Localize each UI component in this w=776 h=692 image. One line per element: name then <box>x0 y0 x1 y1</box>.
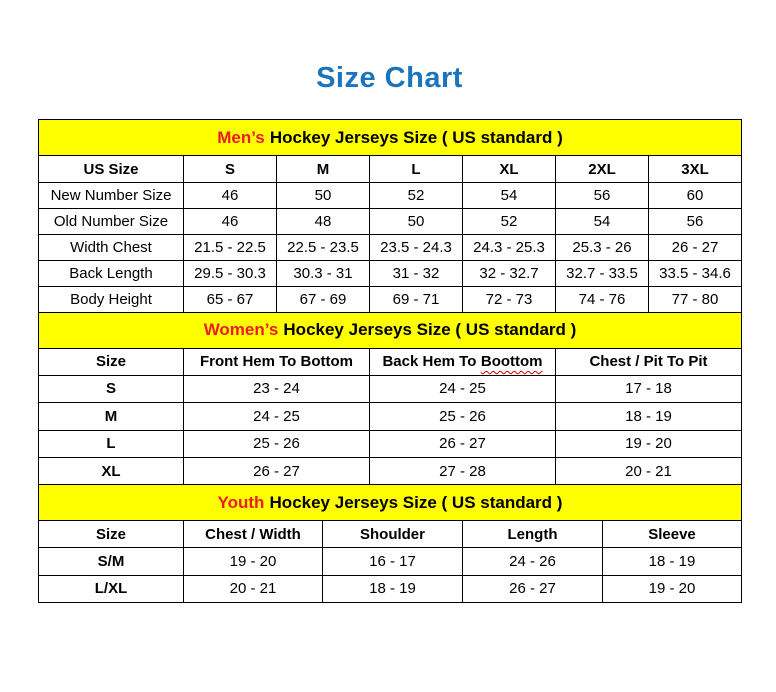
row-label: Old Number Size <box>39 209 184 235</box>
column-header: Sleeve <box>603 521 742 548</box>
size-value-cell: 23.5 - 24.3 <box>370 235 463 261</box>
column-header: Chest / Pit To Pit <box>556 348 742 375</box>
womens-section-title <box>39 312 742 348</box>
size-value-cell: 19 - 20 <box>556 430 742 458</box>
column-header: 2XL <box>556 156 649 183</box>
size-value-cell: 23 - 24 <box>184 375 370 403</box>
size-value-cell: 72 - 73 <box>463 287 556 313</box>
youth-size-table <box>38 484 742 603</box>
size-value-cell: 18 - 19 <box>556 403 742 431</box>
womens-size-table <box>38 312 742 486</box>
youth-column-header-row <box>39 521 742 548</box>
size-value-cell: 25 - 26 <box>370 403 556 431</box>
size-value-cell: 30.3 - 31 <box>277 261 370 287</box>
table-row <box>39 430 742 458</box>
size-value-cell: 16 - 17 <box>323 548 463 576</box>
size-value-cell: 27 - 28 <box>370 458 556 486</box>
misspelled-word: Boottom <box>480 353 543 370</box>
column-header: Front Hem To Bottom <box>184 348 370 375</box>
column-header: L <box>370 156 463 183</box>
row-label: Body Height <box>39 287 184 313</box>
mens-section-title <box>39 120 742 156</box>
column-header: US Size <box>39 156 184 183</box>
size-value-cell: 46 <box>184 183 277 209</box>
column-header: 3XL <box>649 156 742 183</box>
size-value-cell: 50 <box>277 183 370 209</box>
size-value-cell: 32.7 - 33.5 <box>556 261 649 287</box>
column-header: XL <box>463 156 556 183</box>
column-header: Size <box>39 348 184 375</box>
size-value-cell: 60 <box>649 183 742 209</box>
table-row <box>39 183 742 209</box>
youth-section-title <box>39 485 742 521</box>
youth-section-title-highlight: Youth <box>217 492 265 512</box>
row-label: XL <box>39 458 184 486</box>
row-label: New Number Size <box>39 183 184 209</box>
column-header: Shoulder <box>323 521 463 548</box>
table-row <box>39 209 742 235</box>
size-value-cell: 46 <box>184 209 277 235</box>
size-value-cell: 52 <box>370 183 463 209</box>
size-chart-tables <box>38 119 741 603</box>
size-value-cell: 67 - 69 <box>277 287 370 313</box>
mens-section-title-highlight: Men’s <box>217 127 265 147</box>
size-value-cell: 18 - 19 <box>603 548 742 576</box>
size-value-cell: 74 - 76 <box>556 287 649 313</box>
size-value-cell: 48 <box>277 209 370 235</box>
size-value-cell: 52 <box>463 209 556 235</box>
size-value-cell: 24 - 26 <box>463 548 603 576</box>
size-value-cell: 24 - 25 <box>184 403 370 431</box>
column-header-text: Back Hem To <box>382 353 477 370</box>
row-label: Width Chest <box>39 235 184 261</box>
mens-section-title-text: Hockey Jerseys Size ( US standard ) <box>269 127 563 147</box>
size-value-cell: 65 - 67 <box>184 287 277 313</box>
size-value-cell: 25 - 26 <box>184 430 370 458</box>
column-header <box>370 348 556 375</box>
size-value-cell: 50 <box>370 209 463 235</box>
size-value-cell: 26 - 27 <box>463 575 603 603</box>
size-value-cell: 21.5 - 22.5 <box>184 235 277 261</box>
column-header: Length <box>463 521 603 548</box>
youth-section-title-text: Hockey Jerseys Size ( US standard ) <box>269 492 563 512</box>
size-value-cell: 26 - 27 <box>649 235 742 261</box>
size-value-cell: 22.5 - 23.5 <box>277 235 370 261</box>
table-row <box>39 548 742 576</box>
size-value-cell: 69 - 71 <box>370 287 463 313</box>
size-value-cell: 17 - 18 <box>556 375 742 403</box>
size-value-cell: 24.3 - 25.3 <box>463 235 556 261</box>
size-value-cell: 20 - 21 <box>184 575 323 603</box>
size-value-cell: 54 <box>556 209 649 235</box>
mens-size-table <box>38 119 742 313</box>
column-header: Chest / Width <box>184 521 323 548</box>
size-value-cell: 77 - 80 <box>649 287 742 313</box>
size-value-cell: 32 - 32.7 <box>463 261 556 287</box>
size-value-cell: 56 <box>556 183 649 209</box>
womens-column-header-row <box>39 348 742 375</box>
size-value-cell: 29.5 - 30.3 <box>184 261 277 287</box>
row-label: S <box>39 375 184 403</box>
size-value-cell: 56 <box>649 209 742 235</box>
size-value-cell: 25.3 - 26 <box>556 235 649 261</box>
size-value-cell: 54 <box>463 183 556 209</box>
size-value-cell: 20 - 21 <box>556 458 742 486</box>
size-value-cell: 19 - 20 <box>184 548 323 576</box>
page-title: Size Chart <box>316 62 463 94</box>
row-label: S/M <box>39 548 184 576</box>
size-value-cell: 33.5 - 34.6 <box>649 261 742 287</box>
mens-section-header <box>39 120 742 156</box>
column-header: S <box>184 156 277 183</box>
table-row <box>39 458 742 486</box>
row-label: M <box>39 403 184 431</box>
size-value-cell: 24 - 25 <box>370 375 556 403</box>
table-row <box>39 287 742 313</box>
size-value-cell: 18 - 19 <box>323 575 463 603</box>
youth-section-header <box>39 485 742 521</box>
size-value-cell: 26 - 27 <box>370 430 556 458</box>
womens-section-title-text: Hockey Jerseys Size ( US standard ) <box>283 320 577 339</box>
row-label: Back Length <box>39 261 184 287</box>
table-row <box>39 235 742 261</box>
row-label: L <box>39 430 184 458</box>
mens-column-header-row <box>39 156 742 183</box>
table-row <box>39 261 742 287</box>
table-row <box>39 375 742 403</box>
column-header: Size <box>39 521 184 548</box>
size-value-cell: 26 - 27 <box>184 458 370 486</box>
size-value-cell: 31 - 32 <box>370 261 463 287</box>
row-label: L/XL <box>39 575 184 603</box>
womens-section-header <box>39 312 742 348</box>
size-value-cell: 19 - 20 <box>603 575 742 603</box>
table-row <box>39 403 742 431</box>
womens-section-title-highlight: Women’s <box>203 320 279 339</box>
table-row <box>39 575 742 603</box>
column-header: M <box>277 156 370 183</box>
